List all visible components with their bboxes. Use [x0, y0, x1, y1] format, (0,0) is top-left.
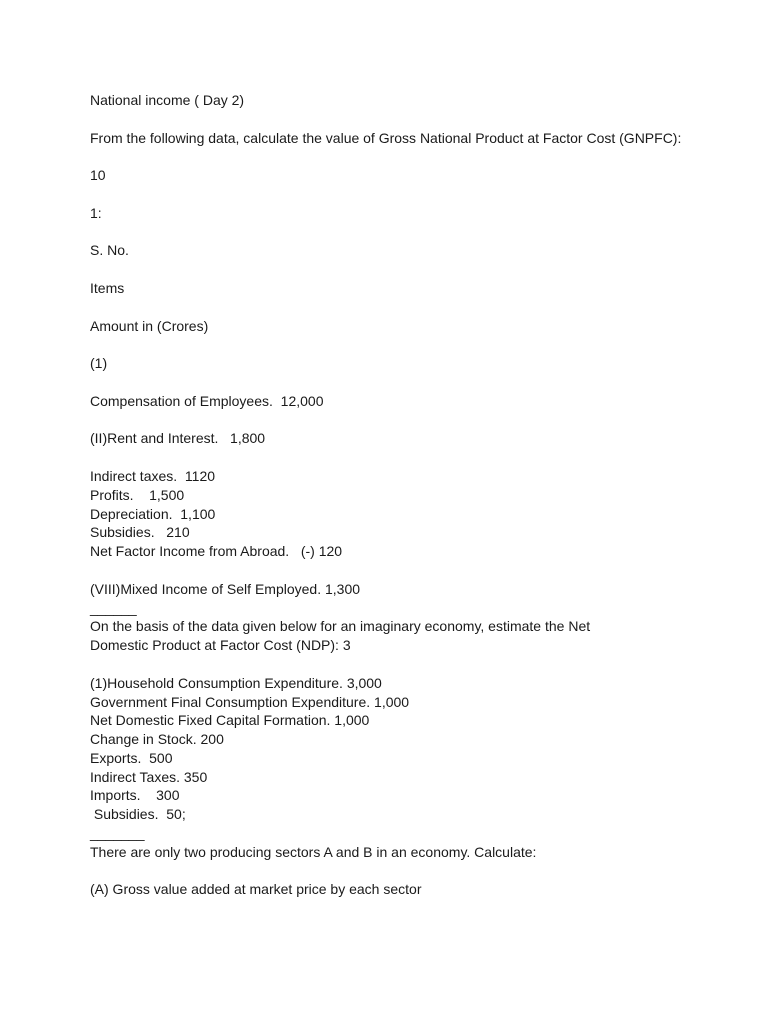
q2-household: (1)Household Consumption Expenditure. 3,000	[90, 674, 382, 691]
q2-imports: Imports. 300	[90, 787, 180, 804]
q2-exports: Exports. 500	[90, 749, 173, 766]
q2-change-in-stock: Change in Stock. 200	[90, 731, 224, 748]
document-page	[90, 91, 690, 899]
q1-column-items: Items	[90, 279, 125, 296]
q1-prompt: From the following data, calculate the value of Gross National Product at Factor Cost (GNPFC):	[90, 129, 682, 146]
q1-profits: Profits. 1,500	[90, 486, 185, 503]
q1-marks: 10	[90, 167, 106, 184]
q1-row-marker: (1)	[90, 355, 108, 372]
q1-depreciation: Depreciation. 1,100	[90, 505, 216, 522]
q2-subsidies: Subsidies. 50;	[90, 806, 186, 823]
q1-column-amount: Amount in (Crores)	[90, 317, 209, 334]
q1-rent-interest: (II)Rent and Interest. 1,800	[90, 430, 266, 447]
q2-government: Government Final Consumption Expenditure. 1,000	[90, 693, 410, 710]
q2-capital-formation: Net Domestic Fixed Capital Formation. 1,000	[90, 712, 370, 729]
q1-column-sno: S. No.	[90, 242, 129, 259]
document-title: National income ( Day 2)	[90, 92, 245, 108]
q3-prompt: There are only two producing sectors A and B in an economy. Calculate:	[90, 843, 537, 860]
q1-mixed-income: (VIII)Mixed Income of Self Employed. 1,300	[90, 580, 361, 597]
q1-table-number: 1:	[90, 204, 102, 221]
q3-part-a: (A) Gross value added at market price by each sector	[90, 881, 422, 898]
q2-prompt: On the basis of the data given below for an imaginary economy, estimate the Net Domestic Product at Factor Cost (NDP): 3	[90, 618, 591, 654]
q2-indirect-taxes: Indirect Taxes. 350	[90, 768, 208, 785]
q1-compensation: Compensation of Employees. 12,000	[90, 392, 324, 409]
q1-indirect-taxes: Indirect taxes. 1120	[90, 467, 216, 484]
q1-subsidies: Subsidies. 210	[90, 524, 190, 541]
q1-nfia: Net Factor Income from Abroad. (-) 120	[90, 543, 343, 560]
q2-separator: _______	[90, 825, 145, 842]
q1-separator: ______	[90, 599, 137, 616]
